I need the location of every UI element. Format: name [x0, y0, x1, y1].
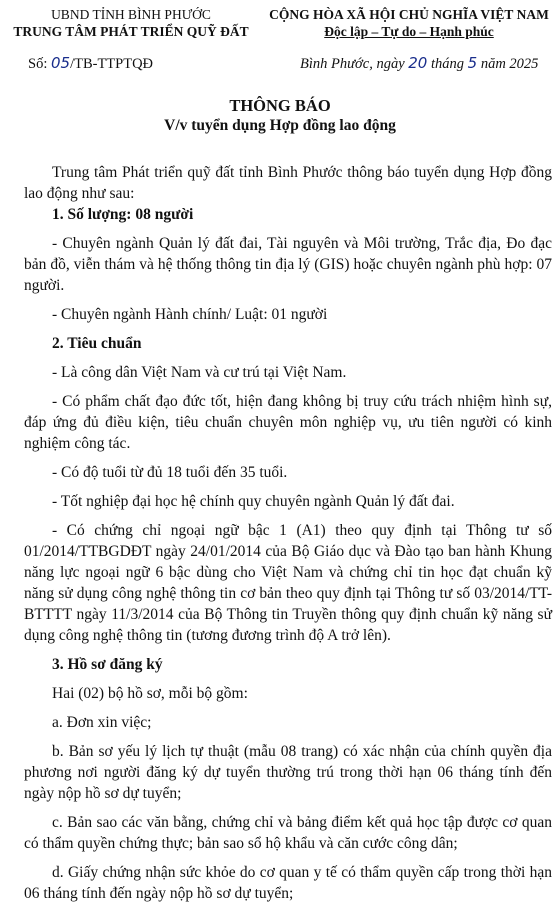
- paragraph: - Là công dân Việt Nam và cư trú tại Việt Nam.: [52, 364, 347, 381]
- list-item: b. Bản sơ yếu lý lịch tự thuật (mẫu 08 trang) có xác nhận của chính quyền địa phương nơi người đăng ký dự tuyển thường trú trong thời hạn 06 tháng tính đến ngày nộp hồ sơ dự tuyển;: [24, 743, 552, 802]
- national-motto: Độc lập – Tự do – Hạnh phúc: [324, 24, 494, 39]
- section-3-heading: 3. Hồ sơ đăng ký: [52, 656, 163, 673]
- document-body: [24, 162, 552, 904]
- intro-paragraph: Trung tâm Phát triển quỹ đất tỉnh Bình Phước thông báo tuyển dụng Hợp đồng lao động như sau:: [24, 164, 552, 202]
- list-item: a. Đơn xin việc;: [52, 714, 152, 731]
- list-item: d. Giấy chứng nhận sức khỏe do cơ quan y tế có thẩm quyền cấp trong thời hạn 06 tháng tính đến ngày nộp hồ sơ dự tuyển;: [24, 864, 552, 902]
- country-name: CỘNG HÒA XÃ HỘI CHỦ NGHĨA VIỆT NAM: [269, 7, 549, 22]
- agency-line-2: TRUNG TÂM PHÁT TRIỂN QUỸ ĐẤT: [13, 24, 249, 39]
- paragraph: - Chuyên ngành Quản lý đất đai, Tài nguyên và Môi trường, Trắc địa, Đo đạc bản đồ, viễn thám và hệ thống thông tin địa lý (GIS) hoặc chuyên ngành phù hợp: 07 người.: [24, 235, 552, 294]
- agency-header: [0, 6, 262, 40]
- paragraph: - Chuyên ngành Hành chính/ Luật: 01 người: [52, 306, 328, 323]
- handwritten-number: 05: [50, 54, 71, 72]
- handwritten-day: 20: [408, 54, 428, 72]
- paragraph: - Tốt nghiệp đại học hệ chính quy chuyên ngành Quản lý đất đai.: [52, 493, 455, 510]
- agency-line-1: UBND TỈNH BÌNH PHƯỚC: [51, 7, 211, 22]
- paragraph: Hai (02) bộ hồ sơ, mỗi bộ gồm:: [52, 685, 248, 702]
- list-item: c. Bản sao các văn bằng, chứng chỉ và bảng điểm kết quả học tập được cơ quan có thẩm quyền chứng thực; bản sao sổ hộ khẩu và căn cước công dân;: [24, 814, 552, 852]
- document-title: THÔNG BÁO: [229, 96, 331, 115]
- section-2-heading: 2. Tiêu chuẩn: [52, 335, 142, 352]
- document-date: Bình Phước, ngày 20 tháng 5 năm 2025: [300, 54, 539, 72]
- national-header: [258, 6, 560, 40]
- paragraph: - Có chứng chỉ ngoại ngữ bậc 1 (A1) theo quy định tại Thông tư số 01/2014/TTBGDĐT ngày 24/01/2014 của Bộ Giáo dục và Đào tạo ban hành Khung năng lực ngoại ngữ 6 bậc dùng cho Việt Nam và chứng chỉ tin học đạt chuẩn kỹ năng sử dụng công nghệ thông tin cơ bản theo quy định tại Thông tư số 03/2014/TT-BTTTT ngày 11/3/2014 của Bộ Thông tin Truyền thông quy định chuẩn kỹ năng sử dụng công nghệ thông tin (tương đương trình độ A trở lên).: [24, 522, 552, 644]
- paragraph: - Có phẩm chất đạo đức tốt, hiện đang không bị truy cứu trách nhiệm hình sự, đáp ứng đủ điều kiện, tiêu chuẩn chuyên môn nghiệp vụ, ưu tiên người có kinh nghiệm công tác.: [24, 393, 552, 452]
- paragraph: - Có độ tuổi từ đủ 18 tuổi đến 35 tuổi.: [52, 464, 288, 481]
- document-number: Số: 05/TB-TTPTQĐ: [28, 54, 154, 72]
- section-1-heading: 1. Số lượng: 08 người: [52, 206, 194, 223]
- document-subtitle: V/v tuyển dụng Hợp đồng lao động: [164, 117, 396, 134]
- handwritten-month: 5: [467, 54, 478, 72]
